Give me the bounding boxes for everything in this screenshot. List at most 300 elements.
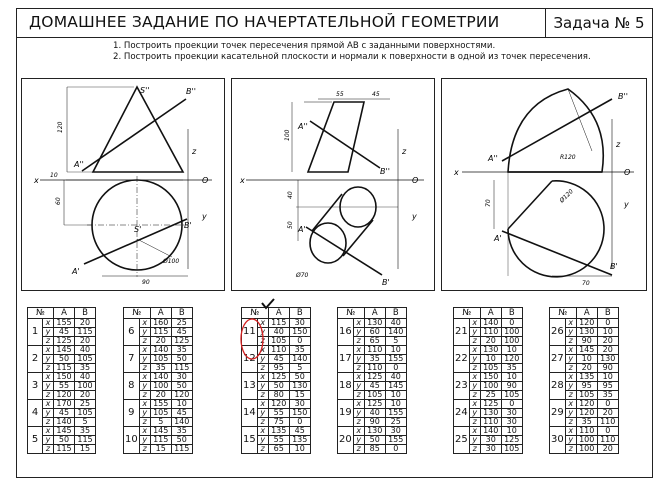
value-b: 95 [597,382,618,391]
coord-label: y [139,436,150,445]
label-b2: B'' [380,167,390,176]
value-b: 5 [385,337,406,346]
coord-label: z [257,391,268,400]
column-header: № [124,308,151,319]
value-b: 10 [501,346,522,355]
coord-label: z [139,337,150,346]
label-y: y [412,212,417,221]
value-a: 115 [150,436,171,445]
value-a: 125 [268,373,289,382]
coord-label: y [139,409,150,418]
coord-label: z [565,445,576,454]
coord-label: z [353,391,364,400]
value-b: 40 [75,373,96,382]
value-b: 155 [385,355,406,364]
dim-100: 100 [284,129,291,141]
value-a: 135 [576,373,597,382]
coord-label: y [43,355,54,364]
coord-label: x [353,346,364,355]
coord-label: y [257,382,268,391]
value-a: 45 [54,409,75,418]
value-a: 5 [150,418,171,427]
coord-label: y [43,436,54,445]
value-a: 160 [150,319,171,328]
value-a: 115 [54,445,75,454]
coord-label: z [43,391,54,400]
value-a: 80 [268,391,289,400]
value-b: 150 [289,409,310,418]
label-y: y [624,200,629,209]
coord-label: y [257,355,268,364]
value-b: 115 [171,445,192,454]
coord-label: x [43,319,54,328]
coord-label: z [43,445,54,454]
value-a: 55 [268,436,289,445]
coord-label: z [43,337,54,346]
value-a: 125 [364,373,385,382]
value-a: 90 [364,418,385,427]
coord-label: y [353,328,364,337]
value-a: 125 [480,400,501,409]
dim-d100: Ø100 [163,258,180,265]
coord-label: y [469,409,480,418]
coord-label: x [139,427,150,436]
value-b: 35 [171,346,192,355]
value-a: 120 [576,409,597,418]
value-b: 10 [289,445,310,454]
coord-label: x [257,400,268,409]
label-b2: B'' [186,87,196,96]
variant-number: 25 [454,427,470,454]
variant-number: 22 [454,346,470,373]
coord-label: z [565,391,576,400]
dim-r120: R120 [560,154,576,161]
value-a: 20 [150,391,171,400]
coord-label: x [565,400,576,409]
coord-label: x [469,427,480,436]
coord-label: y [469,382,480,391]
checkmark-icon [262,299,274,308]
dim-40: 40 [287,191,294,199]
variant-number: 8 [124,373,140,400]
dim-70-w: 70 [582,280,590,287]
value-a: 115 [268,319,289,328]
coord-label: z [257,418,268,427]
coord-label: y [469,436,480,445]
value-a: 145 [54,346,75,355]
value-b: 140 [385,328,406,337]
coord-label: x [43,373,54,382]
value-b: 115 [75,328,96,337]
coord-label: y [257,409,268,418]
coord-label: z [257,445,268,454]
coord-label: y [353,382,364,391]
value-b: 155 [385,436,406,445]
coord-label: x [43,400,54,409]
value-a: 65 [364,337,385,346]
red-circle-annotation [241,319,263,359]
value-a: 20 [480,337,501,346]
value-a: 45 [364,382,385,391]
value-b: 40 [385,319,406,328]
variant-number: 28 [550,373,566,400]
label-z: z [616,140,621,149]
value-a: 140 [480,319,501,328]
value-b: 15 [289,391,310,400]
column-header: B [385,308,406,319]
value-a: 50 [364,436,385,445]
value-b: 30 [501,409,522,418]
value-b: 0 [597,400,618,409]
dim-60: 60 [55,197,62,205]
value-a: 110 [364,364,385,373]
variant-number: 10 [124,427,140,454]
label-o: O [624,168,631,177]
value-a: 105 [268,337,289,346]
column-header: B [171,308,192,319]
value-a: 110 [364,346,385,355]
variant-number: 1 [28,319,43,346]
value-b: 10 [597,373,618,382]
value-a: 85 [364,445,385,454]
value-a: 100 [576,445,597,454]
value-a: 20 [576,364,597,373]
variant-number: 21 [454,319,470,346]
label-a2: A'' [488,154,498,163]
value-b: 35 [75,427,96,436]
value-b: 50 [171,436,192,445]
value-b: 30 [501,418,522,427]
label-s1: S' [134,225,142,234]
value-b: 35 [171,427,192,436]
variant-number: 27 [550,346,566,373]
value-b: 125 [501,436,522,445]
variant-number: 6 [124,319,140,346]
value-a: 10 [576,355,597,364]
coord-label: x [257,346,268,355]
value-a: 115 [54,364,75,373]
value-b: 105 [501,391,522,400]
variant-number: 14 [242,400,258,427]
variant-number: 24 [454,400,470,427]
label-b1: B' [382,278,390,287]
value-a: 110 [480,418,501,427]
value-b: 10 [501,427,522,436]
value-a: 100 [150,382,171,391]
value-a: 55 [54,382,75,391]
value-a: 140 [480,427,501,436]
label-x: x [454,168,459,177]
value-b: 90 [597,364,618,373]
value-b: 0 [385,364,406,373]
column-header: B [501,308,522,319]
variant-number: 12 [242,346,258,373]
value-b: 125 [171,337,192,346]
column-header: A [480,308,501,319]
coord-label: y [139,328,150,337]
value-b: 130 [289,382,310,391]
value-b: 50 [171,382,192,391]
value-b: 20 [597,346,618,355]
variant-number: 16 [338,319,354,346]
value-b: 100 [501,337,522,346]
value-a: 100 [480,382,501,391]
value-a: 90 [576,337,597,346]
value-b: 120 [501,355,522,364]
value-a: 120 [54,391,75,400]
value-b: 5 [289,364,310,373]
value-b: 90 [501,382,522,391]
value-a: 45 [54,328,75,337]
column-header: A [54,308,75,319]
instruction-2: 2. Построить проекции касательной плоскости и нормали к поверхности в одной из точек пересечения. [113,52,591,62]
value-b: 25 [171,319,192,328]
value-b: 5 [75,418,96,427]
value-a: 125 [54,337,75,346]
value-a: 25 [480,391,501,400]
label-b1: B' [610,262,618,271]
value-b: 0 [501,400,522,409]
coord-label: x [565,346,576,355]
coord-label: x [353,319,364,328]
label-b2: B'' [618,92,628,101]
coord-label: z [353,364,364,373]
coord-label: x [353,400,364,409]
value-b: 0 [289,337,310,346]
value-a: 95 [268,364,289,373]
value-b: 15 [75,445,96,454]
value-b: 20 [75,391,96,400]
value-b: 10 [171,400,192,409]
value-b: 25 [385,418,406,427]
value-b: 0 [289,418,310,427]
variant-number: 26 [550,319,566,346]
coord-label: z [469,391,480,400]
coord-label: x [139,319,150,328]
coord-label: y [43,328,54,337]
value-b: 110 [597,436,618,445]
coord-label: y [43,409,54,418]
variant-number: 17 [338,346,354,373]
variant-number: 20 [338,427,354,454]
value-a: 40 [268,328,289,337]
dim-d120: Ø120 [558,188,575,205]
value-a: 95 [576,382,597,391]
coord-label: x [469,373,480,382]
coord-label: z [139,445,150,454]
variant-number: 30 [550,427,566,454]
coord-label: x [139,400,150,409]
value-a: 120 [268,400,289,409]
coord-label: x [353,427,364,436]
variant-number: 13 [242,373,258,400]
label-z: z [192,147,197,156]
variant-number: 11 [242,319,258,346]
coord-label: x [565,373,576,382]
label-x: x [240,176,245,185]
dim-10: 10 [50,172,58,179]
value-a: 130 [364,427,385,436]
coord-label: x [565,427,576,436]
value-a: 45 [268,355,289,364]
value-a: 150 [480,373,501,382]
value-a: 135 [268,427,289,436]
coord-label: z [139,418,150,427]
value-a: 120 [576,400,597,409]
value-a: 150 [54,373,75,382]
column-header: A [150,308,171,319]
value-b: 105 [75,355,96,364]
value-b: 100 [501,328,522,337]
dim-70: 70 [485,199,492,207]
value-b: 45 [171,328,192,337]
label-z: z [402,147,407,156]
coord-label: x [43,346,54,355]
value-b: 10 [501,373,522,382]
value-b: 35 [501,364,522,373]
variant-number: 19 [338,400,354,427]
value-a: 130 [364,319,385,328]
value-a: 130 [480,409,501,418]
coord-label: y [257,436,268,445]
coord-label: y [565,328,576,337]
value-b: 20 [75,319,96,328]
value-b: 30 [289,319,310,328]
value-b: 45 [171,409,192,418]
coord-label: x [469,319,480,328]
value-a: 105 [364,391,385,400]
value-b: 20 [75,337,96,346]
value-a: 50 [54,355,75,364]
value-a: 60 [364,328,385,337]
value-a: 20 [150,337,171,346]
value-a: 50 [268,382,289,391]
value-b: 135 [289,436,310,445]
coord-label: z [139,364,150,373]
variant-number: 5 [28,427,43,454]
value-b: 150 [289,328,310,337]
coord-label: y [469,355,480,364]
coord-label: y [469,328,480,337]
value-a: 15 [150,445,171,454]
instruction-1: 1. Построить проекции точек пересечения прямой АВ с заданными поверхностями. [113,41,496,51]
coord-label: x [469,346,480,355]
value-a: 130 [576,328,597,337]
value-a: 35 [364,355,385,364]
coord-label: y [257,328,268,337]
coord-label: x [43,427,54,436]
value-b: 40 [385,373,406,382]
coord-label: z [469,418,480,427]
dim-d70: Ø70 [296,272,309,279]
value-b: 115 [171,364,192,373]
value-a: 110 [480,328,501,337]
coord-label: x [257,319,268,328]
value-a: 100 [576,436,597,445]
coord-label: z [139,391,150,400]
column-header: B [289,308,310,319]
variant-number: 29 [550,400,566,427]
value-b: 0 [597,427,618,436]
task-number: Задача № 5 [545,9,652,37]
value-a: 110 [576,427,597,436]
value-b: 35 [289,346,310,355]
coord-label: z [469,445,480,454]
value-b: 50 [171,355,192,364]
value-a: 65 [268,445,289,454]
coord-label: x [139,346,150,355]
coord-label: x [353,373,364,382]
value-a: 10 [480,355,501,364]
label-a1: A' [72,267,80,276]
value-b: 100 [75,382,96,391]
value-b: 110 [597,418,618,427]
value-a: 130 [480,346,501,355]
coord-label: z [43,418,54,427]
value-b: 25 [75,400,96,409]
coord-label: y [565,355,576,364]
column-header: № [242,308,269,319]
value-b: 105 [501,445,522,454]
column-header: № [454,308,481,319]
label-a1: A' [494,234,502,243]
value-b: 105 [75,409,96,418]
column-header: A [576,308,597,319]
label-a2: A'' [298,122,308,131]
coord-label: z [565,418,576,427]
coord-label: x [257,373,268,382]
dim-55: 55 [336,91,344,98]
value-b: 140 [171,418,192,427]
value-a: 170 [54,400,75,409]
value-a: 105 [576,391,597,400]
value-b: 30 [171,373,192,382]
coord-label: y [565,382,576,391]
value-a: 105 [480,364,501,373]
label-o: O [202,176,209,185]
coord-label: z [353,418,364,427]
variant-number: 3 [28,373,43,400]
coord-label: x [257,427,268,436]
value-a: 145 [576,346,597,355]
dim-120: 120 [57,121,64,133]
value-a: 110 [268,346,289,355]
value-b: 115 [75,436,96,445]
value-b: 30 [289,400,310,409]
coord-label: z [469,364,480,373]
column-header: № [28,308,54,319]
variant-number: 15 [242,427,258,454]
value-b: 10 [385,346,406,355]
coord-label: y [565,436,576,445]
variant-number: 4 [28,400,43,427]
column-header: A [268,308,289,319]
coord-label: z [257,364,268,373]
value-b: 145 [385,382,406,391]
label-s2: S'' [140,86,150,95]
value-a: 140 [150,346,171,355]
coord-label: z [469,337,480,346]
coord-label: z [565,364,576,373]
coord-label: x [139,373,150,382]
value-b: 35 [597,391,618,400]
column-header: № [338,308,365,319]
value-b: 140 [289,355,310,364]
label-a2: A'' [74,160,84,169]
coord-label: x [469,400,480,409]
coord-label: y [353,436,364,445]
value-b: 10 [385,391,406,400]
